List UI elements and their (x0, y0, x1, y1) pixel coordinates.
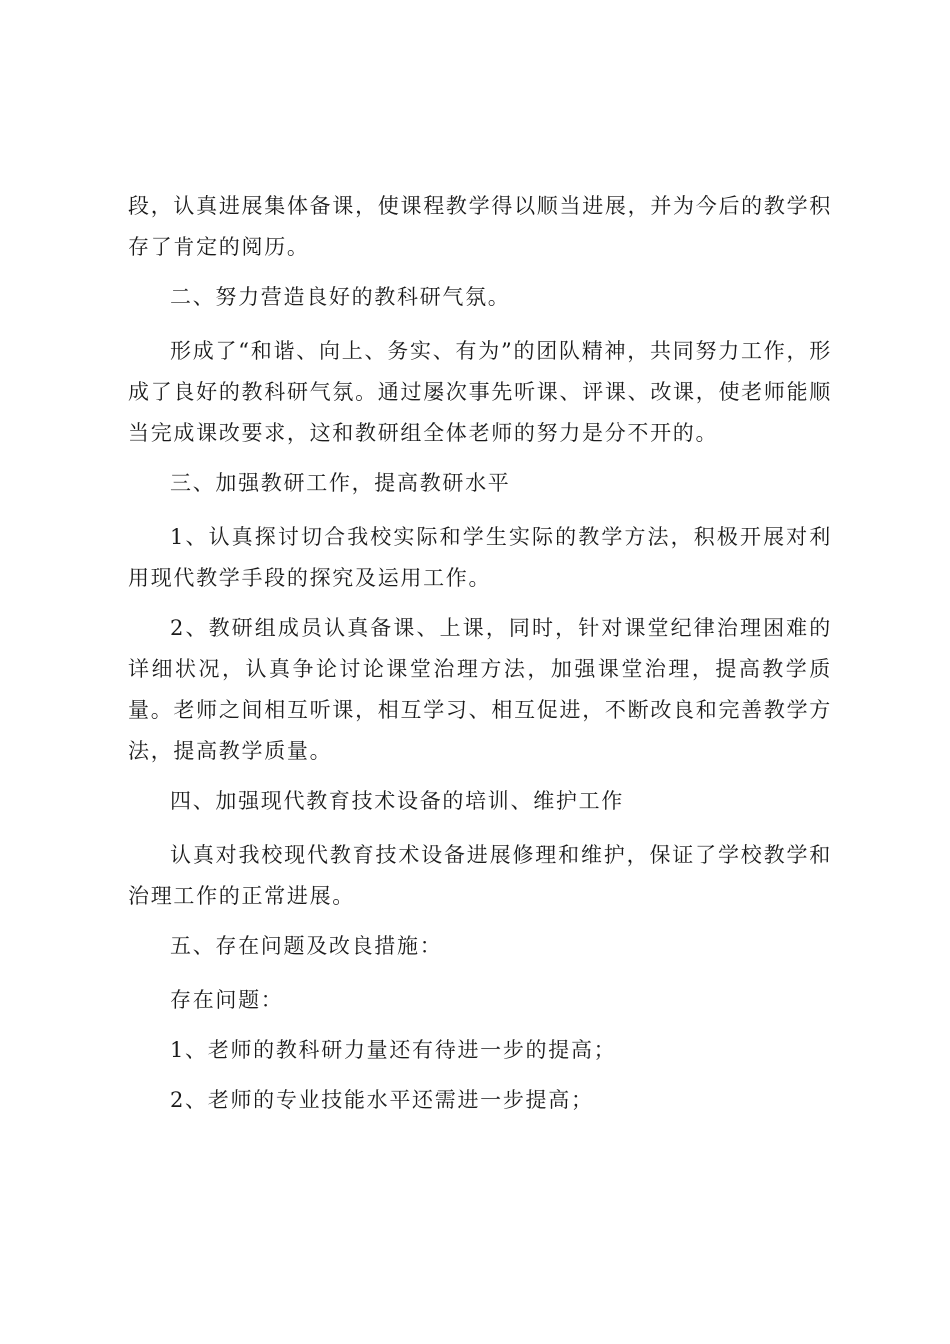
paragraph-equipment: 认真对我校现代教育技术设备进展修理和维护，保证了学校教学和治理工作的正常进展。 (128, 843, 832, 908)
list-item-problem-2: 2、老师的专业技能水平还需进一步提高； (170, 1088, 594, 1112)
paragraph-continuation: 段，认真进展集体备课，使课程教学得以顺当进展，并为今后的教学积存了肯定的阅历。 (128, 194, 832, 259)
list-item-3-2: 2、教研组成员认真备课、上课，同时，针对课堂纪律治理困难的详细状况，认真争论讨论课堂治理方法，加强课堂治理，提高教学质量。老师之间相互听课，相互学习、相互促进，不断改良和完善教学方法，提高教学质量。 (128, 616, 832, 763)
subheading-problems: 存在问题： (170, 988, 284, 1012)
list-item-problem-1: 1、老师的教科研力量还有待进一步的提高； (170, 1038, 617, 1062)
paragraph-team-spirit: 形成了“和谐、向上、务实、有为”的团队精神，共同努力工作，形成了良好的教科研气氛。通过屡次事先听课、评课、改课，使老师能顺当完成课改要求，这和教研组全体老师的努力是分不开的。 (128, 339, 832, 445)
section-heading-2: 二、努力营造良好的教科研气氛。 (170, 285, 511, 309)
section-heading-4: 四、加强现代教育技术设备的培训、维护工作 (170, 789, 624, 813)
section-heading-5: 五、存在问题及改良措施： (170, 934, 443, 958)
document-body (128, 186, 832, 1130)
section-heading-3: 三、加强教研工作，提高教研水平 (170, 471, 511, 495)
list-item-3-1: 1、认真探讨切合我校实际和学生实际的教学方法，积极开展对利用现代教学手段的探究及运用工作。 (128, 525, 832, 590)
